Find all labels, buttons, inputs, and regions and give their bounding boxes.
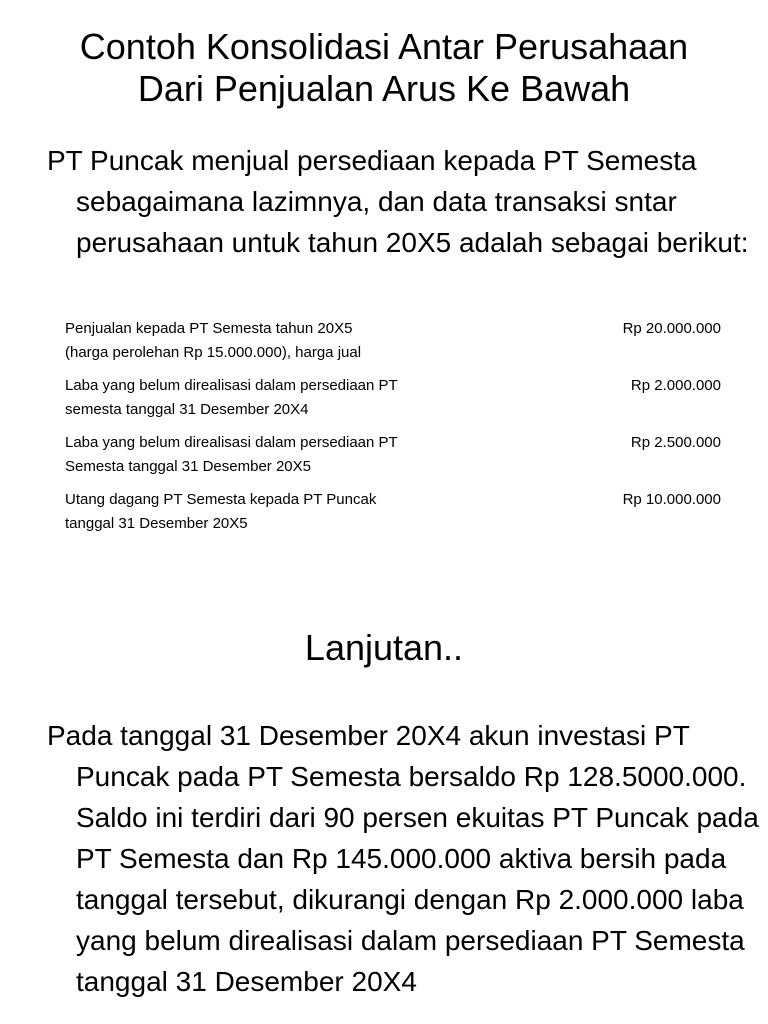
- transaction-amount: Rp 20.000.000: [622, 320, 721, 337]
- body-paragraph: Pada tanggal 31 Desember 20X4 akun investasi PT Puncak pada PT Semesta bersaldo Rp 128.5000.000. Saldo ini terdiri dari 90 persen ekuitas PT Puncak pada PT Semesta dan Rp 145.000.000 aktiva bersih pada tanggal tersebut, dikurangi dengan Rp 2.000.000 laba yang belum direalisasi dalam persediaan PT Semesta tanggal 31 Desember 20X4: [47, 720, 759, 997]
- intro-paragraph: PT Puncak menjual persediaan kepada PT Semesta sebagaimana lazimnya, dan data transaksi sntar perusahaan untuk tahun 20X5 adalah sebagai berikut:: [47, 145, 749, 258]
- transaction-item: [65, 431, 725, 479]
- transaction-item: [65, 488, 725, 536]
- transaction-item: [65, 317, 725, 365]
- transaction-description: Utang dagang PT Semesta kepada PT Puncak tanggal 31 Desember 20X5: [65, 491, 377, 532]
- transaction-amount: Rp 10.000.000: [622, 491, 721, 508]
- transaction-description: Laba yang belum direalisasi dalam persediaan PT Semesta tanggal 31 Desember 20X5: [65, 434, 398, 475]
- transaction-item: [65, 374, 725, 422]
- transaction-description: Laba yang belum direalisasi dalam persediaan PT semesta tanggal 31 Desember 20X4: [65, 377, 398, 418]
- title-line-1: Contoh Konsolidasi Antar Perusahaan: [79, 26, 689, 67]
- title-line-2: Dari Penjualan Arus Ke Bawah: [137, 68, 631, 109]
- transaction-amount: Rp 2.000.000: [630, 377, 721, 394]
- slide-title: Lanjutan..: [304, 627, 464, 668]
- slide-title: [20, 26, 748, 110]
- transaction-description: Penjualan kepada PT Semesta tahun 20X5 (harga perolehan Rp 15.000.000), harga jual: [65, 320, 362, 361]
- slide-continuation: [0, 600, 768, 1024]
- transaction-amount: Rp 2.500.000: [630, 434, 721, 451]
- transaction-list: [65, 317, 725, 545]
